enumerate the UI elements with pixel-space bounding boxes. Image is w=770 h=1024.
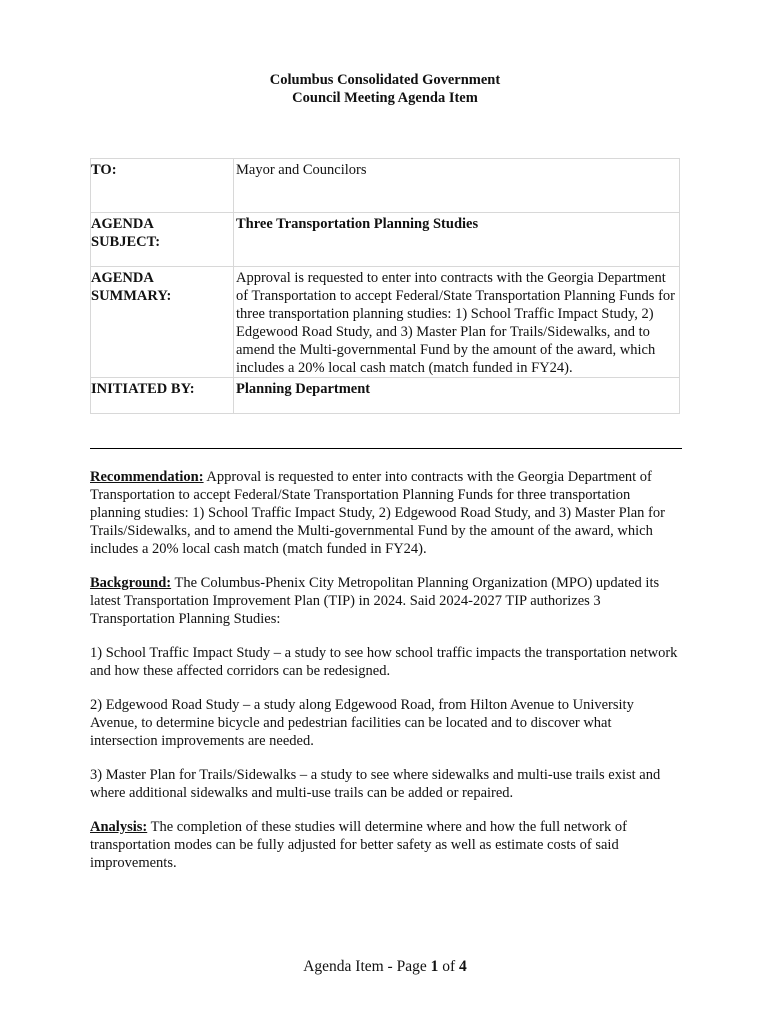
subject-label xyxy=(91,213,234,267)
document-header xyxy=(0,71,770,107)
to-label: TO: xyxy=(91,159,234,213)
subject-label-line2: SUBJECT: xyxy=(91,234,161,250)
agenda-row-summary xyxy=(91,267,680,378)
analysis-paragraph xyxy=(90,818,682,872)
recommendation-paragraph xyxy=(90,468,682,558)
analysis-heading: Analysis: xyxy=(90,819,148,835)
summary-label-line2: SUMMARY: xyxy=(91,288,172,304)
analysis-text: The completion of these studies will determine where and how the full network of transportation modes can be fully adjusted for better safety as well as estimate costs of said improvements. xyxy=(90,819,627,871)
page-footer xyxy=(0,958,770,976)
subject-label-line1: AGENDA xyxy=(91,216,154,232)
subject-value: Three Transportation Planning Studies xyxy=(234,213,680,267)
summary-label xyxy=(91,267,234,378)
background-text: The Columbus-Phenix City Metropolitan Planning Organization (MPO) updated its latest Transportation Improvement Plan (TIP) in 2024. Said 2024-2027 TIP authorizes 3 Transportation Planning Studies: xyxy=(90,575,660,627)
footer-of: of xyxy=(438,958,460,975)
header-document-type: Council Meeting Agenda Item xyxy=(292,90,478,106)
agenda-row-to xyxy=(91,159,680,213)
agenda-row-subject xyxy=(91,213,680,267)
recommendation-text: Approval is requested to enter into contracts with the Georgia Department of Transportation to accept Federal/State Transportation Planning Funds for three transportation planning studies: 1) School Traffic Impact Study, 2) Edgewood Road Study, and 3) Master Plan for Trails/Sidewalks, and to amend the Multi-governmental Fund by the amount of the award, which includes a 20% local cash match (match funded in FY24). xyxy=(90,469,665,557)
initiated-label: INITIATED BY: xyxy=(91,378,234,414)
study-item-1: 1) School Traffic Impact Study – a study to see how school traffic impacts the transportation network and how these affected corridors can be redesigned. xyxy=(90,645,678,679)
to-value: Mayor and Councilors xyxy=(234,159,680,213)
study-item-3: 3) Master Plan for Trails/Sidewalks – a study to see where sidewalks and multi-use trails exist and where additional sidewalks and multi-use trails can be added or repaired. xyxy=(90,767,661,801)
recommendation-heading: Recommendation: xyxy=(90,469,204,485)
study-item-2: 2) Edgewood Road Study – a study along Edgewood Road, from Hilton Avenue to University Avenue, to determine bicycle and pedestrian facilities can be located and to discover what intersection improvements are needed. xyxy=(90,697,634,749)
agenda-table xyxy=(90,158,680,414)
initiated-value: Planning Department xyxy=(234,378,680,414)
summary-value: Approval is requested to enter into contracts with the Georgia Department of Transportation to accept Federal/State Transportation Planning Funds for three transportation planning studies: 1) School Traffic Impact Study, 2) Edgewood Road Study, and 3) Master Plan for Trails/Sidewalks, and to amend the Multi-governmental Fund by the amount of the award, which includes a 20% local cash match (match funded in FY24). xyxy=(234,267,680,378)
footer-page-number: 1 xyxy=(430,958,439,975)
document-body xyxy=(90,468,682,888)
agenda-row-initiated xyxy=(91,378,680,414)
summary-label-line1: AGENDA xyxy=(91,270,154,286)
background-heading: Background: xyxy=(90,575,172,591)
footer-prefix: Agenda Item - Page xyxy=(303,958,431,975)
header-organization: Columbus Consolidated Government xyxy=(269,72,501,88)
footer-page-total: 4 xyxy=(459,958,467,975)
section-divider xyxy=(90,448,682,449)
background-paragraph xyxy=(90,574,682,628)
